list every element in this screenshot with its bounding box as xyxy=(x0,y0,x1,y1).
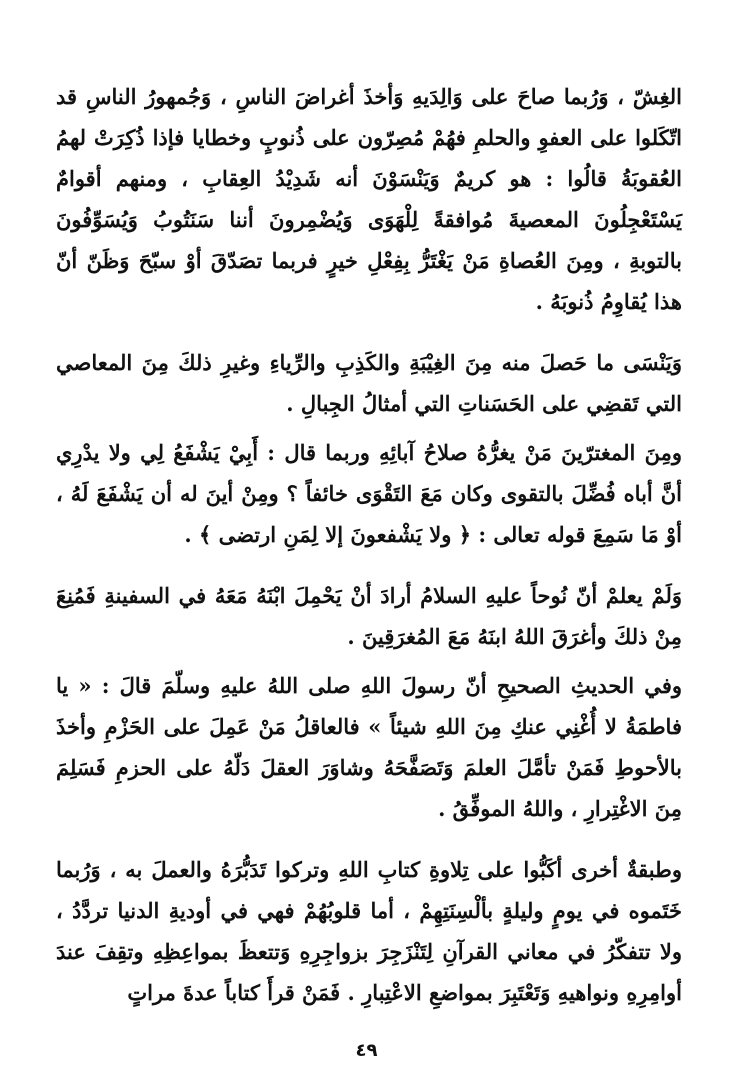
paragraph: وَيَنْسَى ما حَصلَ منه مِنَ الغِيْبَةِ والكَذِبِ والرِّياءِ وغيرِ ذلكَ مِنَ المعاصي التي تَقضِي على الحَسَناتِ التي أمثالُ الجِبالِ . xyxy=(56,350,682,416)
paragraph: ومِنَ المغترّينَ مَنْ يغرُّهُ صلاحُ آبائِهِ وربما قال : أَبِيْ يَشْفَعُ لِي ولا يدْرِي أنَّ أباه فُضِّلَ بالتقوى وكان مَعَ التَقْوَى خائفاً ؟ ومِنْ أينَ له أن يَشْفَعَ لَهُ ، أوْ مَا سَمِعَ قوله تعالى : ﴿ ولا يَشْفعونَ إلا لِمَنِ ارتضى ﴾ . xyxy=(56,440,682,547)
page-body xyxy=(56,76,682,1013)
paragraph: وَلَمْ يعلمْ أنّ نُوحاً عليهِ السلامُ أرادَ أنْ يَحْمِلَ ابْنَهُ مَعَهُ في السفينةِ فَمُنِعَ مِنْ ذلكَ وأغرَقَ اللهُ ابنَهُ مَعَ المُغرَقِينَ . xyxy=(56,583,682,649)
page-number: ٤٩ xyxy=(355,1040,378,1061)
paragraph: وفي الحديثِ الصحيحِ أنّ رسولَ اللهِ صلى اللهُ عليهِ وسلّمَ قالَ : « يا فاطمَةُ لا أُغْنِي عنكِ مِنَ اللهِ شيئاً » فالعاقلُ مَنْ عَمِلَ على الحَزْمِ وأخذَ بالأحوطِ فَمَنْ تأمَّلَ العلمَ وَتَصَفَّحَهُ وشاوَرَ العقلَ دَلّهُ على الحزمِ فَسَلِمَ مِنَ الاغْتِرارِ ، واللهُ الموفِّقُ . xyxy=(56,673,682,821)
paragraph: الغِشّ ، وَرُبما صاحَ على وَالِدَيهِ وَأخذَ أغراضَ الناسِ ، وَجُمهورُ الناسِ قد اتّكَلوا على العفوِ والحلمِ فهُمْ مُصِرّون على ذُنوبٍ وخطايا فإذا ذُكِرَتْ لهمُ العُقوبَةُ قالُوا : هو كريمٌ وَيَنْسَوْنَ أنه شَدِيْدُ العِقابِ ، ومنهم أقوامٌ يَسْتَعْجِلُونَ المعصيةَ مُوافقةً لِلْهَوَى وَيُضْمِرونَ أننا سَنَتُوبُ وَيُسَوِّفُونَ بالتوبةِ ، ومِنَ العُصاةِ مَنْ يَغْتَرُّ بِفِعْلِ خيرٍ فربما تصَدّقَ أوْ سبّحَ وَظَنّ أنّ هذا يُقاوِمُ ذُنوبَهُ . xyxy=(56,84,682,314)
paragraph: وطبقةٌ أخرى أكَبُّوا على تِلاوةِ كتابِ اللهِ وتركوا تَدَبُّرَهُ والعملَ به ، وَرُبما خَتَموه في يومٍ وليلةٍ بألْسِنَتِهِمْ ، أما قلوبُهُمْ فهي في أوديةِ الدنيا تردَّدُ ، ولا تتفكّرُ في معاني القرآنِ لِتَنْزَجِرَ بزواجِرِهِ وَتتعظَ بمواعِظِهِ وتقِفَ عندَ أوامِرِهِ ونواهيهِ وَتَعْتَبِرَ بمواضعِ الاعْتِبارِ . فَمَنْ قرأَ كتاباً عدةَ مراتٍ xyxy=(56,857,682,1005)
